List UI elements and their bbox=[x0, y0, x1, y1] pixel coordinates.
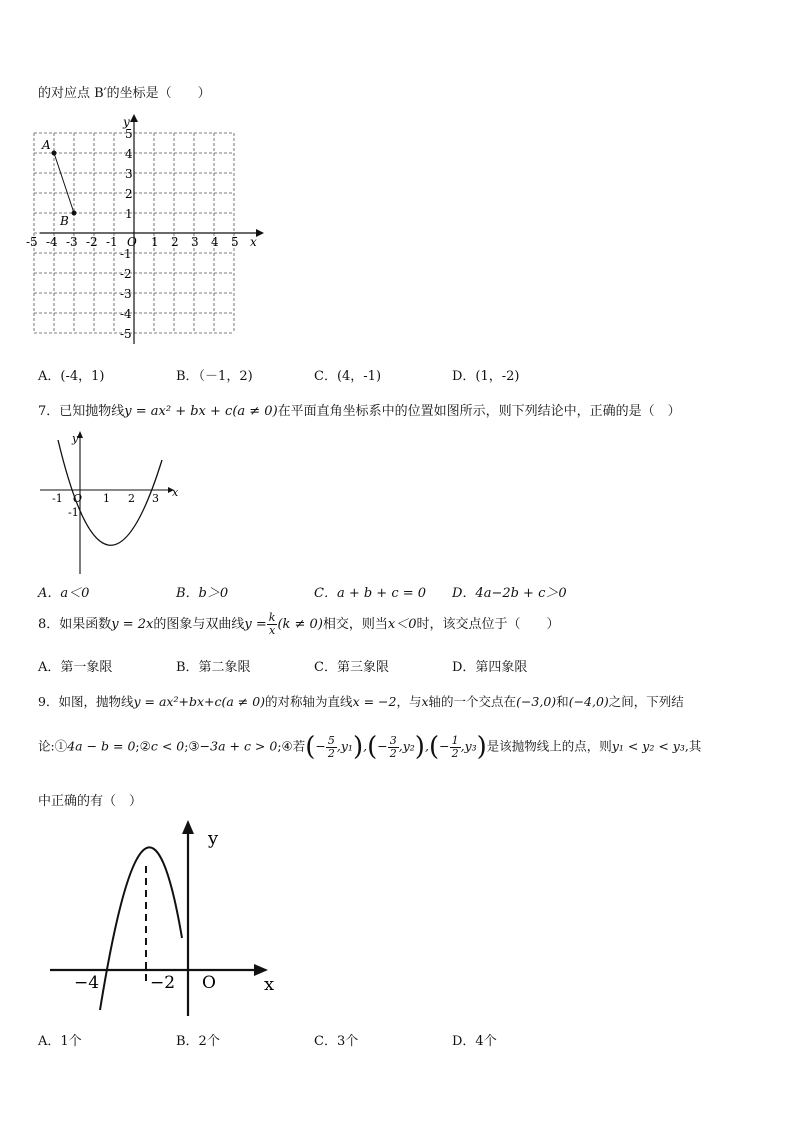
q6-x-tick: -3 bbox=[66, 235, 78, 249]
q6-y-tick: 4 bbox=[125, 147, 133, 161]
q7-x-tick-1: 1 bbox=[103, 492, 110, 505]
q9-text: 9．如图，抛物线 bbox=[38, 694, 134, 709]
q6-x-tick: -1 bbox=[106, 235, 118, 249]
q7-y-axis-label: y bbox=[72, 432, 79, 445]
q6-y-tick: -1 bbox=[120, 247, 132, 261]
q9-text: 轴的一个交点在 bbox=[428, 694, 517, 709]
q9-text: 和 bbox=[556, 694, 569, 709]
q9-text: ，与 bbox=[396, 694, 422, 709]
q9-y2: y₂ bbox=[402, 738, 415, 754]
q9-stem-line3: 中正确的有（ ） bbox=[38, 794, 143, 809]
q6-y-tick: 1 bbox=[125, 207, 133, 221]
q6-y-tick: -3 bbox=[120, 287, 132, 301]
q6-x-tick: 5 bbox=[231, 235, 239, 249]
q9-text: ;② bbox=[135, 738, 151, 754]
q9-inequality: y₁ < y₂ < y₃ bbox=[611, 738, 685, 754]
point-b bbox=[72, 211, 77, 216]
q7-x-tick-2: 2 bbox=[128, 492, 135, 505]
q9-frac-2: $\frac{3}{2}$ bbox=[389, 733, 397, 760]
q7-formula: y = ax² + bx + c(a ≠ 0) bbox=[124, 404, 278, 419]
q7-option-b[interactable]: B．b＞0 bbox=[176, 586, 229, 601]
q8-prefix: 8．如果函数 bbox=[38, 617, 112, 632]
q6-x-tick: 4 bbox=[211, 235, 219, 249]
q6-origin-label: O bbox=[127, 235, 137, 249]
q9-option-b[interactable]: B．2个 bbox=[176, 1034, 220, 1049]
q8-stem bbox=[38, 612, 560, 637]
q9-point-2: (−4,0) bbox=[568, 694, 609, 709]
q6-y-axis-label: y bbox=[123, 115, 130, 129]
q9-conclusion-2: c < 0 bbox=[150, 738, 185, 754]
q7-parabola-curve bbox=[58, 440, 162, 545]
point-a bbox=[52, 151, 57, 156]
q9-frac-3: $\frac{1}{2}$ bbox=[451, 733, 459, 760]
q9-formula: y = ax²+bx+c(a ≠ 0) bbox=[133, 694, 266, 709]
q6-x-tick: 2 bbox=[171, 235, 179, 249]
q9-point-1: (−3,0) bbox=[516, 694, 557, 709]
q9-text: 之间，下列结 bbox=[608, 694, 684, 709]
q8-option-d[interactable]: D．第四象限 bbox=[452, 660, 528, 675]
q6-y-tick: 3 bbox=[125, 167, 133, 181]
q6-x-tick: 3 bbox=[191, 235, 199, 249]
q7-y-tick-neg1: -1 bbox=[68, 506, 79, 519]
q6-x-tick: 1 bbox=[151, 235, 159, 249]
q7-origin-label: O bbox=[73, 492, 83, 505]
point-a-label: A bbox=[42, 138, 51, 152]
q6-y-tick: 2 bbox=[125, 187, 133, 201]
q6-y-tick: 5 bbox=[125, 127, 133, 141]
q6-option-c[interactable]: C．(4，-1) bbox=[314, 369, 382, 384]
q6-x-axis-label: x bbox=[250, 235, 257, 249]
q9-x-axis-label: x bbox=[264, 974, 275, 995]
q6-option-d[interactable]: D．(1，-2) bbox=[452, 369, 520, 384]
q9-text: 论:① bbox=[38, 738, 68, 754]
q9-tick-neg4: −4 bbox=[74, 973, 100, 993]
q6-y-tick: -4 bbox=[120, 307, 132, 321]
q9-text: 是该抛物线上的点，则 bbox=[486, 738, 612, 754]
segment-ab bbox=[54, 153, 74, 213]
q8-mid: 的图象与双曲线 bbox=[153, 617, 245, 632]
q9-tick-neg2: −2 bbox=[150, 973, 176, 993]
q7-x-axis-label: x bbox=[172, 486, 179, 499]
q8-option-b[interactable]: B．第二象限 bbox=[176, 660, 251, 675]
q9-origin-label: O bbox=[202, 973, 216, 993]
q8-options bbox=[38, 656, 758, 674]
q6-x-tick: -2 bbox=[86, 235, 98, 249]
q7-stem-rest: 在平面直角坐标系中的位置如图所示，则下列结论中，正确的是（ ） bbox=[277, 404, 681, 419]
q7-x-tick-3: 3 bbox=[152, 492, 159, 505]
q8-hyper-lhs: y = bbox=[244, 617, 267, 632]
q8-option-a[interactable]: A．第一象限 bbox=[38, 660, 113, 675]
q9-y3: y₃ bbox=[464, 738, 477, 754]
q8-mid2: 相交，则当 bbox=[322, 617, 388, 632]
q7-number: 7．已知抛物线 bbox=[38, 404, 125, 419]
q6-x-tick: -5 bbox=[26, 235, 38, 249]
q8-hyper-cond: (k ≠ 0) bbox=[277, 617, 323, 632]
q7-options bbox=[38, 582, 758, 600]
q7-stem bbox=[38, 400, 681, 419]
q6-option-a[interactable]: A．(-4，1) bbox=[38, 369, 105, 384]
q6-option-b[interactable]: B．（－1，2) bbox=[176, 369, 253, 384]
q6-stem: 的对应点 B′的坐标是（ ） bbox=[38, 86, 211, 101]
q7-option-d[interactable]: D．4a−2b + c＞0 bbox=[452, 586, 567, 601]
q7-x-tick-neg1: -1 bbox=[52, 492, 63, 505]
q8-suffix: 时，该交点位于（ ） bbox=[416, 617, 560, 632]
q6-y-tick: -2 bbox=[120, 267, 132, 281]
q8-fraction: $\frac{k}{x}$ bbox=[268, 611, 276, 637]
q6-options bbox=[38, 365, 758, 383]
q9-option-c[interactable]: C．3个 bbox=[314, 1034, 359, 1049]
q9-y1: y₁ bbox=[340, 738, 353, 754]
q7-option-c[interactable]: C．a + b + c = 0 bbox=[314, 586, 427, 601]
q9-stem-line2: 论:①4a − b = 0;②c < 0;③−3a + c > 0;④若(− $\frac{5}{2}$ ,y₁),(− $\frac{3}{2}$ ,y₂),(− $\frac{1}{2}$ ,y₃)是该抛物线上的点，则y₁ < y₂ < y₃,其 bbox=[38, 732, 702, 762]
q9-x: x bbox=[421, 694, 429, 709]
q9-frac-1: $\frac{5}{2}$ bbox=[327, 733, 335, 760]
q9-parabola-figure bbox=[44, 816, 294, 1026]
point-b-label: B bbox=[60, 214, 69, 228]
q9-text: ;③− bbox=[184, 738, 211, 754]
q9-stem-line1 bbox=[38, 692, 684, 710]
q9-option-a[interactable]: A．1个 bbox=[38, 1034, 82, 1049]
q9-text: ;④若 bbox=[277, 738, 306, 754]
q9-conclusion-3: 3a + c > 0 bbox=[210, 738, 278, 754]
q7-option-a[interactable]: A．a＜0 bbox=[38, 586, 90, 601]
q8-cond: x＜0 bbox=[387, 617, 417, 632]
q9-conclusion-1: 4a − b = 0 bbox=[67, 738, 136, 754]
q9-axis-eq: x = −2 bbox=[352, 694, 397, 709]
q6-y-tick: -5 bbox=[120, 327, 132, 341]
q7-parabola-figure bbox=[36, 428, 186, 578]
q9-text: 的对称轴为直线 bbox=[265, 694, 353, 709]
q9-y-axis-label: y bbox=[208, 828, 219, 849]
q8-func: y = 2x bbox=[111, 617, 154, 632]
q6-x-tick: -4 bbox=[46, 235, 58, 249]
q9-text: ,其 bbox=[684, 738, 702, 754]
q8-option-c[interactable]: C．第三象限 bbox=[314, 660, 389, 675]
q6-grid-figure bbox=[26, 112, 266, 352]
q9-option-d[interactable]: D．4个 bbox=[452, 1034, 497, 1049]
q9-options bbox=[38, 1030, 758, 1048]
